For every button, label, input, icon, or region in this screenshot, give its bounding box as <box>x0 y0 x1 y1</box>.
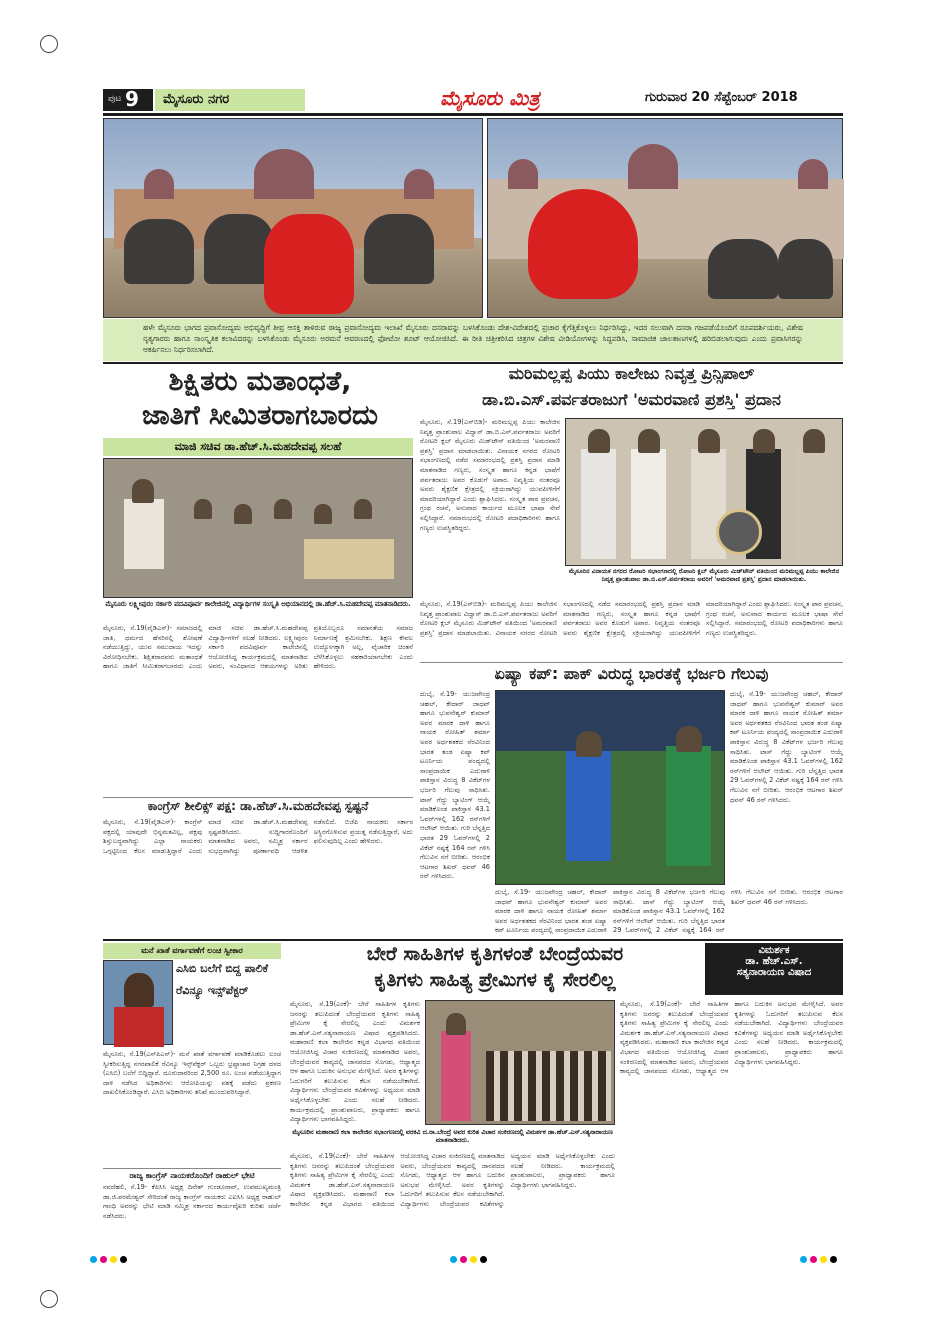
byline-line2: ಡಾ. ಹೆಚ್.ಎಸ್. <box>745 956 803 967</box>
color-registration-dots-left <box>90 1248 130 1267</box>
photo-palace-right <box>487 118 843 318</box>
byline-line3: ಸತ್ಯನಾರಾಯಣ ವಿಷಾದ <box>736 967 812 978</box>
bendre-body-right: ಮೈಸೂರು, ಸೆ.19(ಎಂಕೆ)- ಬೇರೆ ಸಾಹಿತಿಗಳ ಕೃತಿಗಳು ಜನರನ್ನು ತಲುಪಿದಂತೆ ಬೇಂದ್ರೆಯವರ ಕೃತಿಗಳು ಸಾಹಿತ್ಯ ಪ್ರೇಮಿಗಳ ಕೈ ಸೇರಲಿಲ್ಲ ಎಂದು ವಿಮರ್ಶಕ ಡಾ.ಹೆಚ್.ಎಸ್.ಸತ್ಯನಾರಾಯಣ ವಿಷಾದ ವ್ಯಕ್ತಪಡಿಸಿದರು. ಮಹಾರಾಣಿ ಕಲಾ ಕಾಲೇಜಿನ ಕನ್ನಡ ವಿಭಾಗದ ವತಿಯಿಂದ ಆಯೋಜಿಸಿದ್ದ ವಿಚಾರ ಸಂಕಿರಣದಲ್ಲಿ ಮಾತನಾಡಿದ ಅವರು, ಬೇಂದ್ರೆಯವರ ಕಾವ್ಯದಲ್ಲಿ ಜಾನಪದದ ಸೊಗಡು, ಆಧ್ಯಾತ್ಮದ ಆಳ ಹಾಗೂ ಬದುಕಿನ ಅನುಭವ ಮೇಳೈಸಿದೆ. ಅವರ ಕೃತಿಗಳನ್ನು ಓದುಗರಿಗೆ ತಲುಪಿಸುವ ಕೆಲಸ ನಡೆಯಬೇಕಾಗಿದೆ. ವಿದ್ಯಾರ್ಥಿಗಳು ಬೇಂದ್ರೆಯವರ ಕವಿತೆಗಳನ್ನು ಅಧ್ಯಯನ ಮಾಡಿ ಅರ್ಥೈಸಿಕೊಳ್ಳಬೇಕು ಎಂದು ಸಲಹೆ ನೀಡಿದರು. ಕಾರ್ಯಕ್ರಮದಲ್ಲಿ ಪ್ರಾಂಶುಪಾಲರು, ಪ್ರಾಧ್ಯಾಪಕರು ಹಾಗೂ ವಿದ್ಯಾರ್ಥಿಗಳು ಭಾಗವಹಿಸಿದ್ದರು. <box>620 1000 843 1076</box>
bribe-kicker: ಮನೆ ಖಾತೆ ವರ್ಗಾವಣೆಗೆ ಲಂಚ ಸ್ವೀಕಾರ <box>103 943 281 959</box>
header-rule <box>103 113 843 116</box>
right-photo-award <box>565 418 843 566</box>
bendre-body-left: ಮೈಸೂರು, ಸೆ.19(ಎಂಕೆ)- ಬೇರೆ ಸಾಹಿತಿಗಳ ಕೃತಿಗಳು ಜನರನ್ನು ತಲುಪಿದಂತೆ ಬೇಂದ್ರೆಯವರ ಕೃತಿಗಳು ಸಾಹಿತ್ಯ ಪ್ರೇಮಿಗಳ ಕೈ ಸೇರಲಿಲ್ಲ ಎಂದು ವಿಮರ್ಶಕ ಡಾ.ಹೆಚ್.ಎಸ್.ಸತ್ಯನಾರಾಯಣ ವಿಷಾದ ವ್ಯಕ್ತಪಡಿಸಿದರು. ಮಹಾರಾಣಿ ಕಲಾ ಕಾಲೇಜಿನ ಕನ್ನಡ ವಿಭಾಗದ ವತಿಯಿಂದ ಆಯೋಜಿಸಿದ್ದ ವಿಚಾರ ಸಂಕಿರಣದಲ್ಲಿ ಮಾತನಾಡಿದ ಅವರು, ಬೇಂದ್ರೆಯವರ ಕಾವ್ಯದಲ್ಲಿ ಜಾನಪದದ ಸೊಗಡು, ಆಧ್ಯಾತ್ಮದ ಆಳ ಹಾಗೂ ಬದುಕಿನ ಅನುಭವ ಮೇಳೈಸಿದೆ. ಅವರ ಕೃತಿಗಳನ್ನು ಓದುಗರಿಗೆ ತಲುಪಿಸುವ ಕೆಲಸ ನಡೆಯಬೇಕಾಗಿದೆ. ವಿದ್ಯಾರ್ಥಿಗಳು ಬೇಂದ್ರೆಯವರ ಕವಿತೆಗಳನ್ನು ಅಧ್ಯಯನ ಮಾಡಿ ಅರ್ಥೈಸಿಕೊಳ್ಳಬೇಕು ಎಂದು ಸಲಹೆ ನೀಡಿದರು. ಕಾರ್ಯಕ್ರಮದಲ್ಲಿ ಪ್ರಾಂಶುಪಾಲರು, ಪ್ರಾಧ್ಯಾಪಕರು ಹಾಗೂ ವಿದ್ಯಾರ್ಥಿಗಳು ಭಾಗವಹಿಸಿದ್ದರು. <box>290 1000 420 1124</box>
color-registration-dots-right <box>800 1248 840 1267</box>
left-photo-caption: ಮೈಸೂರು ಲಕ್ಷ್ಮೀಪುರಂ ಸರ್ಕಾರಿ ಪದವಿಪೂರ್ವ ಕಾಲೇಜಿನಲ್ಲಿ ವಿದ್ಯಾರ್ಥಿಗಳ ಸಂಸ್ಕೃತಿ ಅಭಿಯಾನದಲ್ಲಿ ಡಾ.ಹೆಚ್.ಸಿ.ಮಹದೇವಪ್ಪ ಮಾತನಾಡಿದರು. <box>105 600 411 608</box>
color-registration-dots-center <box>450 1248 490 1267</box>
cong-body: ಮೈಸೂರು, ಸೆ.19(ವೈಡಿಎಸ್)- ಕಾಂಗ್ರೆಸ್ ಪಕ್ಷದಲ್ಲಿ ಯಾವುದೇ ಭಿನ್ನಮತವಿಲ್ಲ, ಪಕ್ಷವು ಶಿಸ್ತುಬದ್ಧವಾಗಿದ್ದು ಎಲ್ಲಾ ನಾಯಕರು ಒಗ್ಗಟ್ಟಿನಿಂದ ಕೆಲಸ ಮಾಡುತ್ತಿದ್ದಾರೆ ಎಂದು ಮಾಜಿ ಸಚಿವ ಡಾ.ಹೆಚ್.ಸಿ.ಮಹದೇವಪ್ಪ ಸ್ಪಷ್ಟಪಡಿಸಿದರು. ಸುದ್ದಿಗಾರರೊಂದಿಗೆ ಮಾತನಾಡಿದ ಅವರು, ಸಮ್ಮಿಶ್ರ ಸರ್ಕಾರ ಸುಭದ್ರವಾಗಿದ್ದು ಪೂರ್ಣಾವಧಿ ಆಡಳಿತ ನಡೆಸಲಿದೆ. ಬಿಜೆಪಿ ನಾಯಕರು ಸರ್ಕಾರ ಅಸ್ಥಿರಗೊಳಿಸುವ ಪ್ರಯತ್ನ ನಡೆಸುತ್ತಿದ್ದಾರೆ, ಅದು ಫಲಿಸುವುದಿಲ್ಲ ಎಂದು ಹೇಳಿದರು. <box>103 818 413 855</box>
right-body-top: ಮೈಸೂರು, ಸೆ.19(ಎಸ್‌ಬಿಡಿ)- ಮರಿಮಲ್ಲಪ್ಪ ಪಿಯು ಕಾಲೇಜಿನ ನಿವೃತ್ತ ಪ್ರಾಂಶುಪಾಲ ವಿದ್ವಾನ್ ಡಾ.ಬಿ.ಎಸ್.ಪರ್ವತರಾಜು ಅವರಿಗೆ ರೋಟರಿ ಕ್ಲಬ್ ಮೈಸೂರು ಮಿಡ್‌ಟೌನ್ ವತಿಯಿಂದ 'ಅಮರವಾಣಿ ಪ್ರಶಸ್ತಿ' ಪ್ರದಾನ ಮಾಡಲಾಯಿತು. ವಿನಾಯಕ ನಗರದ ರೋಟರಿ ಸಭಾಂಗಣದಲ್ಲಿ ನಡೆದ ಸಮಾರಂಭದಲ್ಲಿ ಪ್ರಶಸ್ತಿ ಪ್ರದಾನ ಮಾಡಿ ಮಾತನಾಡಿದ ಗಣ್ಯರು, ಸಂಸ್ಕೃತ ಹಾಗೂ ಕನ್ನಡ ಭಾಷೆಗೆ ಪರ್ವತರಾಜು ಅವರ ಕೊಡುಗೆ ಅಪಾರ. ನಿವೃತ್ತಿಯ ನಂತರವೂ ಅವರು ಶೈಕ್ಷಣಿಕ ಕ್ಷೇತ್ರದಲ್ಲಿ ಸಕ್ರಿಯರಾಗಿದ್ದು ಯುವಪೀಳಿಗೆಗೆ ಮಾದರಿಯಾಗಿದ್ದಾರೆ ಎಂದು ಶ್ಲಾಘಿಸಿದರು. ಸಂಸ್ಕೃತ ಪಾಠ ಪ್ರವಚನ, ಗ್ರಂಥ ರಚನೆ, ಅನುವಾದ ಕಾರ್ಯದ ಮೂಲಕ ಭಾಷಾ ಸೇವೆ ಸಲ್ಲಿಸಿದ್ದಾರೆ. ಸಮಾರಂಭದಲ್ಲಿ ರೋಟರಿ ಪದಾಧಿಕಾರಿಗಳು ಹಾಗೂ ಗಣ್ಯರು ಉಪಸ್ಥಿತರಿದ್ದರು. <box>420 418 560 532</box>
bendre-headline-line1: ಬೇರೆ ಸಾಹಿತಿಗಳ ಕೃತಿಗಳಂತೆ ಬೇಂದ್ರೆಯವರ <box>366 943 624 965</box>
bendre-headline-line2: ಕೃತಿಗಳು ಸಾಹಿತ್ಯ ಪ್ರೇಮಿಗಳ ಕೈ ಸೇರಲಿಲ್ಲ <box>374 969 616 991</box>
left-headline-line1: ಶಿಕ್ಷಿತರು ಮತಾಂಧತೆ, <box>168 366 352 397</box>
masthead: ಮೈಸೂರು ಮಿತ್ರ <box>440 86 540 110</box>
page-label: ಪುಟ <box>108 94 122 104</box>
bribe-body: ಮೈಸೂರು, ಸೆ.19(ಎಸ್‌ಪಿಎನ್)- ಮನೆ ಖಾತೆ ವರ್ಗಾವಣೆ ಮಾಡಿಕೊಡಲು ಲಂಚ ಸ್ವೀಕರಿಸುತ್ತಿದ್ದ ನಗರಪಾಲಿಕೆ ರೆವಿನ್ಯೂ ಇನ್ಸ್‌ಪೆಕ್ಟರ್ ಒಬ್ಬರು ಭ್ರಷ್ಟಾಚಾರ ನಿಗ್ರಹ ದಳದ (ಎಸಿಬಿ) ಬಲೆಗೆ ಬಿದ್ದಿದ್ದಾರೆ. ದೂರುದಾರರಿಂದ 2,500 ರೂ. ಲಂಚ ಪಡೆಯುತ್ತಿದ್ದಾಗ ದಾಳಿ ನಡೆಸಿದ ಅಧಿಕಾರಿಗಳು ಆರೋಪಿಯನ್ನು ವಶಕ್ಕೆ ಪಡೆದು ಪ್ರಕರಣ ದಾಖಲಿಸಿಕೊಂಡಿದ್ದಾರೆ. ಎಸಿಬಿ ಅಧಿಕಾರಿಗಳು ತನಿಖೆ ಮುಂದುವರಿಸಿದ್ದಾರೆ. <box>103 1050 281 1097</box>
cricket-body-left: ದುಬೈ, ಸೆ.19- ಯುಜವೇಂದ್ರ ಚಹಲ್, ಕೇದಾರ್ ಜಾಧವ್ ಹಾಗೂ ಭುವನೇಶ್ವರ್ ಕುಮಾರ್ ಅವರ ಮಾರಕ ದಾಳಿ ಹಾಗೂ ನಾಯಕ ರೋಹಿತ್ ಶರ್ಮಾ ಅವರ ಅರ್ಧಶತಕದ ನೆರವಿನಿಂದ ಭಾರತ ತಂಡ ಏಷ್ಯಾ ಕಪ್ ಟೂರ್ನಿಯ ಪಂದ್ಯದಲ್ಲಿ ಸಾಂಪ್ರದಾಯಿಕ ಎದುರಾಳಿ ಪಾಕಿಸ್ತಾನ ವಿರುದ್ಧ 8 ವಿಕೆಟ್‌ಗಳ ಭರ್ಜರಿ ಗೆಲುವು ಸಾಧಿಸಿತು. ಟಾಸ್ ಗೆದ್ದು ಬ್ಯಾಟಿಂಗ್ ಆಯ್ಕೆ ಮಾಡಿಕೊಂಡ ಪಾಕಿಸ್ತಾನ 43.1 ಓವರ್‌ಗಳಲ್ಲಿ 162 ರನ್‌ಗಳಿಗೆ ಆಲೌಟ್ ಆಯಿತು. ಗುರಿ ಬೆನ್ನತ್ತಿದ ಭಾರತ 29 ಓವರ್‌ಗಳಲ್ಲಿ 2 ವಿಕೆಟ್ ನಷ್ಟಕ್ಕೆ 164 ರನ್ ಗಳಿಸಿ ಗೆಲುವಿನ ನಗೆ ಬೀರಿತು. ಆರಂಭಿಕ ಆಟಗಾರ ಶಿಖರ್ ಧವನ್ 46 ರನ್ ಗಳಿಸಿದರು. <box>420 690 490 881</box>
right-body-bottom: ಮೈಸೂರು, ಸೆ.19(ಎಸ್‌ಬಿಡಿ)- ಮರಿಮಲ್ಲಪ್ಪ ಪಿಯು ಕಾಲೇಜಿನ ನಿವೃತ್ತ ಪ್ರಾಂಶುಪಾಲ ವಿದ್ವಾನ್ ಡಾ.ಬಿ.ಎಸ್.ಪರ್ವತರಾಜು ಅವರಿಗೆ ರೋಟರಿ ಕ್ಲಬ್ ಮೈಸೂರು ಮಿಡ್‌ಟೌನ್ ವತಿಯಿಂದ 'ಅಮರವಾಣಿ ಪ್ರಶಸ್ತಿ' ಪ್ರದಾನ ಮಾಡಲಾಯಿತು. ವಿನಾಯಕ ನಗರದ ರೋಟರಿ ಸಭಾಂಗಣದಲ್ಲಿ ನಡೆದ ಸಮಾರಂಭದಲ್ಲಿ ಪ್ರಶಸ್ತಿ ಪ್ರದಾನ ಮಾಡಿ ಮಾತನಾಡಿದ ಗಣ್ಯರು, ಸಂಸ್ಕೃತ ಹಾಗೂ ಕನ್ನಡ ಭಾಷೆಗೆ ಪರ್ವತರಾಜು ಅವರ ಕೊಡುಗೆ ಅಪಾರ. ನಿವೃತ್ತಿಯ ನಂತರವೂ ಅವರು ಶೈಕ್ಷಣಿಕ ಕ್ಷೇತ್ರದಲ್ಲಿ ಸಕ್ರಿಯರಾಗಿದ್ದು ಯುವಪೀಳಿಗೆಗೆ ಮಾದರಿಯಾಗಿದ್ದಾರೆ ಎಂದು ಶ್ಲಾಘಿಸಿದರು. ಸಂಸ್ಕೃತ ಪಾಠ ಪ್ರವಚನ, ಗ್ರಂಥ ರಚನೆ, ಅನುವಾದ ಕಾರ್ಯದ ಮೂಲಕ ಭಾಷಾ ಸೇವೆ ಸಲ್ಲಿಸಿದ್ದಾರೆ. ಸಮಾರಂಭದಲ್ಲಿ ರೋಟರಿ ಪದಾಧಿಕಾರಿಗಳು ಹಾಗೂ ಗಣ್ಯರು ಉಪಸ್ಥಿತರಿದ್ದರು. <box>420 600 843 637</box>
registration-mark-icon <box>40 35 58 53</box>
left-photo-classroom <box>103 458 413 598</box>
cricket-photo <box>495 690 725 885</box>
byline-line1: ವಿಮರ್ಶಕ <box>758 945 790 956</box>
left-body: ಮೈಸೂರು, ಸೆ.19(ವೈಡಿಎಸ್)- ಸಮಾಜದಲ್ಲಿ ಜಾತಿ, ಧರ್ಮದ ಹೆಸರಿನಲ್ಲಿ ಶೋಷಣೆ ನಡೆಯುತ್ತಿದ್ದು, ಯುವ ಸಮುದಾಯ ಇದನ್ನು ವಿರೋಧಿಸಬೇಕು. ಶಿಕ್ಷಿತರಾದವರು ಮತಾಂಧತೆ ಹಾಗೂ ಜಾತಿಗೆ ಸೀಮಿತರಾಗಬಾರದು ಎಂದು ಮಾಜಿ ಸಚಿವ ಡಾ.ಹೆಚ್.ಸಿ.ಮಹದೇವಪ್ಪ ವಿದ್ಯಾರ್ಥಿಗಳಿಗೆ ಸಲಹೆ ನೀಡಿದರು. ಲಕ್ಷ್ಮೀಪುರಂ ಸರ್ಕಾರಿ ಪದವಿಪೂರ್ವ ಕಾಲೇಜಿನಲ್ಲಿ ಆಯೋಜಿಸಿದ್ದ ಕಾರ್ಯಕ್ರಮದಲ್ಲಿ ಮಾತನಾಡಿದ ಅವರು, ಸಂವಿಧಾನದ ಆಶಯಗಳನ್ನು ಅರಿತು ಪ್ರತಿಯೊಬ್ಬರೂ ಸಮಾನತೆಯ ಸಮಾಜ ನಿರ್ಮಾಣಕ್ಕೆ ಶ್ರಮಿಸಬೇಕು. ಶಿಕ್ಷಣ ಕೇವಲ ಉದ್ಯೋಗಕ್ಕಾಗಿ ಅಲ್ಲ, ವೈಚಾರಿಕ ಚಿಂತನೆ ಬೆಳೆಸಿಕೊಳ್ಳಲು ಸಹಕಾರಿಯಾಗಬೇಕು ಎಂದು ಹೇಳಿದರು. <box>103 624 413 671</box>
right-headline-line1: ಮರಿಮಲ್ಲಪ್ಪ ಪಿಯು ಕಾಲೇಜು ನಿವೃತ್ತ ಪ್ರಿನ್ಸಿಪಾಲ್ <box>508 364 755 383</box>
section-title: ಮೈಸೂರು ನಗರ <box>155 89 305 111</box>
dateline: ಗುರುವಾರ 20 ಸೆಪ್ಟೆಂಬರ್ 2018 <box>645 90 798 105</box>
cricket-headline: ಏಷ್ಯಾ ಕಪ್: ಪಾಕ್ ವಿರುದ್ಧ ಭಾರತಕ್ಕೆ ಭರ್ಜರಿ ಗೆಲುವು <box>494 664 769 683</box>
rahul-body: ನವದೆಹಲಿ, ಸೆ.19- ಕೆಪಿಸಿಸಿ ಅಧ್ಯಕ್ಷ ದಿನೇಶ್ ಗುಂಡೂರಾವ್, ಉಪಮುಖ್ಯಮಂತ್ರಿ ಡಾ.ಜಿ.ಪರಮೇಶ್ವರ್ ಸೇರಿದಂತೆ ರಾಜ್ಯ ಕಾಂಗ್ರೆಸ್ ನಾಯಕರು ಎಐಸಿಸಿ ಅಧ್ಯಕ್ಷ ರಾಹುಲ್ ಗಾಂಧಿ ಅವರನ್ನು ಭೇಟಿ ಮಾಡಿ ಸಮ್ಮಿಶ್ರ ಸರ್ಕಾರದ ಕಾರ್ಯವೈಖರಿ ಕುರಿತು ಚರ್ಚೆ ನಡೆಸಿದರು. <box>103 1183 281 1220</box>
left-subhead: ಮಾಜಿ ಸಚಿವ ಡಾ.ಹೆಚ್.ಸಿ.ಮಹದೇವಪ್ಪ ಸಲಹೆ <box>103 438 413 456</box>
bribe-headline-line1: ಎಸಿಬಿ ಬಲೆಗೆ ಬಿದ್ದ ಪಾಲಿಕೆ <box>176 962 269 975</box>
top-photo-caption: ಹಳೇ ಮೈಸೂರು ಭಾಗದ ಪ್ರವಾಸೋದ್ಯಮ ಅಭಿವೃದ್ಧಿಗೆ ತೀವ್ರ ಆಸಕ್ತಿ ತಾಳಿರುವ ರಾಜ್ಯ ಪ್ರವಾಸೋದ್ಯಮ ಇಲಾಖೆ ಮೈಸೂರು ದಸರಾವನ್ನು ಬಳಸಿಕೊಂಡು ದೇಶ-ವಿದೇಶದಲ್ಲಿ ಪ್ರಚಾರ ಕೈಗೆತ್ತಿಕೊಳ್ಳಲು ನಿರ್ಧರಿಸಿದ್ದು, ಇದರ ಸಲುವಾಗಿ ದಸರಾ ಗಜಪಡೆಯೊಂದಿಗೆ ರೂಪದರ್ಶಿಯರು, ವಿಶೇಷ ನೃತ್ಯಗಾರರು ಹಾಗೂ ಸಾಂಸ್ಕೃತಿಕ ಕಲಾವಿದರನ್ನು ಬಳಸಿಕೊಂಡು ಮೈಸೂರು ಅರಮನೆ ಆವರಣದಲ್ಲಿ ಫೋಟೋ ಶೂಟ್ ಆಯೋಜಿಸಿದೆ. ಈ ರೀತಿ ಚಿತ್ರೀಕರಿಸಿದ ಚಿತ್ರಗಳ ವಿಶೇಷ ವೀಡಿಯೋಗಳನ್ನು ಸಿದ್ಧಪಡಿಸಿ, ಸಾಮಾಜಿಕ ಜಾಲತಾಣಗಳಲ್ಲಿ ಹರಿಬಿಡಲಾಗುವುದು ಎಂದು ಪ್ರವಾಸಿಗರನ್ನು ಆಕರ್ಷಿಸಲು ನಿರ್ಧರಿಸಲಾಗಿದೆ. <box>103 319 843 361</box>
bendre-byline-box <box>705 943 843 995</box>
bribe-photo-portrait <box>103 960 173 1045</box>
page-number: 9 <box>125 87 139 111</box>
cricket-body-right: ದುಬೈ, ಸೆ.19- ಯುಜವೇಂದ್ರ ಚಹಲ್, ಕೇದಾರ್ ಜಾಧವ್ ಹಾಗೂ ಭುವನೇಶ್ವರ್ ಕುಮಾರ್ ಅವರ ಮಾರಕ ದಾಳಿ ಹಾಗೂ ನಾಯಕ ರೋಹಿತ್ ಶರ್ಮಾ ಅವರ ಅರ್ಧಶತಕದ ನೆರವಿನಿಂದ ಭಾರತ ತಂಡ ಏಷ್ಯಾ ಕಪ್ ಟೂರ್ನಿಯ ಪಂದ್ಯದಲ್ಲಿ ಸಾಂಪ್ರದಾಯಿಕ ಎದುರಾಳಿ ಪಾಕಿಸ್ತಾನ ವಿರುದ್ಧ 8 ವಿಕೆಟ್‌ಗಳ ಭರ್ಜರಿ ಗೆಲುವು ಸಾಧಿಸಿತು. ಟಾಸ್ ಗೆದ್ದು ಬ್ಯಾಟಿಂಗ್ ಆಯ್ಕೆ ಮಾಡಿಕೊಂಡ ಪಾಕಿಸ್ತಾನ 43.1 ಓವರ್‌ಗಳಲ್ಲಿ 162 ರನ್‌ಗಳಿಗೆ ಆಲೌಟ್ ಆಯಿತು. ಗುರಿ ಬೆನ್ನತ್ತಿದ ಭಾರತ 29 ಓವರ್‌ಗಳಲ್ಲಿ 2 ವಿಕೆಟ್ ನಷ್ಟಕ್ಕೆ 164 ರನ್ ಗಳಿಸಿ ಗೆಲುವಿನ ನಗೆ ಬೀರಿತು. ಆರಂಭಿಕ ಆಟಗಾರ ಶಿಖರ್ ಧವನ್ 46 ರನ್ ಗಳಿಸಿದರು. <box>730 690 843 804</box>
cong-headline: ಕಾಂಗ್ರೆಸ್ ಶೀಲಿಕ್ಸ್ ಪಕ್ಷ: ಡಾ.ಹೆಚ್.ಸಿ.ಮಹದೇವಪ್ಪ ಸ್ಪಷ್ಟನೆ <box>147 799 369 813</box>
bendre-photo <box>425 1000 615 1125</box>
mid-rule <box>103 939 843 941</box>
right-photo-caption: ಮೈಸೂರಿನ ವಿನಾಯಕ ನಗರದ ರೋಟರಿ ಸಭಾಂಗಣದಲ್ಲಿ ರೋಟರಿ ಕ್ಲಬ್ ಮೈಸೂರು ಮಿಡ್‌ಟೌನ್ ವತಿಯಿಂದ ಮರಿಮಲ್ಲಪ್ಪ ಪಿಯು ಕಾಲೇಜಿನ ನಿವೃತ್ತ ಪ್ರಾಂಶುಪಾಲ ಡಾ.ಬಿ.ಎಸ್.ಪರ್ವತರಾಜು ಅವರಿಗೆ 'ಅಮರವಾಣಿ ಪ್ರಶಸ್ತಿ' ಪ್ರದಾನ ಮಾಡಲಾಯಿತು. <box>568 568 840 583</box>
registration-mark-bottom-icon <box>40 1290 58 1308</box>
page-number-box <box>103 89 153 111</box>
bribe-headline-line2: ರೆವಿನ್ಯೂ ಇನ್ಸ್‌ಪೆಕ್ಟರ್ <box>176 984 249 997</box>
bendre-body-bottom: ಮೈಸೂರು, ಸೆ.19(ಎಂಕೆ)- ಬೇರೆ ಸಾಹಿತಿಗಳ ಕೃತಿಗಳು ಜನರನ್ನು ತಲುಪಿದಂತೆ ಬೇಂದ್ರೆಯವರ ಕೃತಿಗಳು ಸಾಹಿತ್ಯ ಪ್ರೇಮಿಗಳ ಕೈ ಸೇರಲಿಲ್ಲ ಎಂದು ವಿಮರ್ಶಕ ಡಾ.ಹೆಚ್.ಎಸ್.ಸತ್ಯನಾರಾಯಣ ವಿಷಾದ ವ್ಯಕ್ತಪಡಿಸಿದರು. ಮಹಾರಾಣಿ ಕಲಾ ಕಾಲೇಜಿನ ಕನ್ನಡ ವಿಭಾಗದ ವತಿಯಿಂದ ಆಯೋಜಿಸಿದ್ದ ವಿಚಾರ ಸಂಕಿರಣದಲ್ಲಿ ಮಾತನಾಡಿದ ಅವರು, ಬೇಂದ್ರೆಯವರ ಕಾವ್ಯದಲ್ಲಿ ಜಾನಪದದ ಸೊಗಡು, ಆಧ್ಯಾತ್ಮದ ಆಳ ಹಾಗೂ ಬದುಕಿನ ಅನುಭವ ಮೇಳೈಸಿದೆ. ಅವರ ಕೃತಿಗಳನ್ನು ಓದುಗರಿಗೆ ತಲುಪಿಸುವ ಕೆಲಸ ನಡೆಯಬೇಕಾಗಿದೆ. ವಿದ್ಯಾರ್ಥಿಗಳು ಬೇಂದ್ರೆಯವರ ಕವಿತೆಗಳನ್ನು ಅಧ್ಯಯನ ಮಾಡಿ ಅರ್ಥೈಸಿಕೊಳ್ಳಬೇಕು ಎಂದು ಸಲಹೆ ನೀಡಿದರು. ಕಾರ್ಯಕ್ರಮದಲ್ಲಿ ಪ್ರಾಂಶುಪಾಲರು, ಪ್ರಾಧ್ಯಾಪಕರು ಹಾಗೂ ವಿದ್ಯಾರ್ಥಿಗಳು ಭಾಗವಹಿಸಿದ್ದರು. <box>290 1152 615 1208</box>
cong-rule <box>103 797 413 798</box>
cricket-rule <box>420 662 843 663</box>
bendre-photo-caption: ಮೈಸೂರಿನ ಮಹಾರಾಣಿ ಕಲಾ ಕಾಲೇಜಿನ ಸಭಾಂಗಣದಲ್ಲಿ ವರಕವಿ ದ.ರಾ.ಬೇಂದ್ರೆ ಅವರ ಕುರಿತ ವಿಚಾರ ಸಂಕಿರಣದಲ್ಲಿ ವಿಮರ್ಶಕ ಡಾ.ಹೆಚ್.ಎಸ್.ಸತ್ಯನಾರಾಯಣ ಮಾತನಾಡಿದರು. <box>292 1128 613 1144</box>
right-headline-line2: ಡಾ.ಬಿ.ಎಸ್.ಪರ್ವತರಾಜುಗೆ 'ಅಮರವಾಣಿ ಪ್ರಶಸ್ತಿ' ಪ್ರದಾನ <box>482 390 781 409</box>
photo-palace-left <box>103 118 483 318</box>
rahul-headline: ರಾಜ್ಯ ಕಾಂಗ್ರೆಸ್ ನಾಯಕರೊಂದಿಗೆ ರಾಹುಲ್ ಭೇಟಿ <box>103 1168 281 1181</box>
left-headline-line2: ಜಾತಿಗೆ ಸೀಮಿತರಾಗಬಾರದು <box>141 400 378 431</box>
cricket-body-bottom: ದುಬೈ, ಸೆ.19- ಯುಜವೇಂದ್ರ ಚಹಲ್, ಕೇದಾರ್ ಜಾಧವ್ ಹಾಗೂ ಭುವನೇಶ್ವರ್ ಕುಮಾರ್ ಅವರ ಮಾರಕ ದಾಳಿ ಹಾಗೂ ನಾಯಕ ರೋಹಿತ್ ಶರ್ಮಾ ಅವರ ಅರ್ಧಶತಕದ ನೆರವಿನಿಂದ ಭಾರತ ತಂಡ ಏಷ್ಯಾ ಕಪ್ ಟೂರ್ನಿಯ ಪಂದ್ಯದಲ್ಲಿ ಸಾಂಪ್ರದಾಯಿಕ ಎದುರಾಳಿ ಪಾಕಿಸ್ತಾನ ವಿರುದ್ಧ 8 ವಿಕೆಟ್‌ಗಳ ಭರ್ಜರಿ ಗೆಲುವು ಸಾಧಿಸಿತು. ಟಾಸ್ ಗೆದ್ದು ಬ್ಯಾಟಿಂಗ್ ಆಯ್ಕೆ ಮಾಡಿಕೊಂಡ ಪಾಕಿಸ್ತಾನ 43.1 ಓವರ್‌ಗಳಲ್ಲಿ 162 ರನ್‌ಗಳಿಗೆ ಆಲೌಟ್ ಆಯಿತು. ಗುರಿ ಬೆನ್ನತ್ತಿದ ಭಾರತ 29 ಓವರ್‌ಗಳಲ್ಲಿ 2 ವಿಕೆಟ್ ನಷ್ಟಕ್ಕೆ 164 ರನ್ ಗಳಿಸಿ ಗೆಲುವಿನ ನಗೆ ಬೀರಿತು. ಆರಂಭಿಕ ಆಟಗಾರ ಶಿಖರ್ ಧವನ್ 46 ರನ್ ಗಳಿಸಿದರು. <box>495 888 843 935</box>
